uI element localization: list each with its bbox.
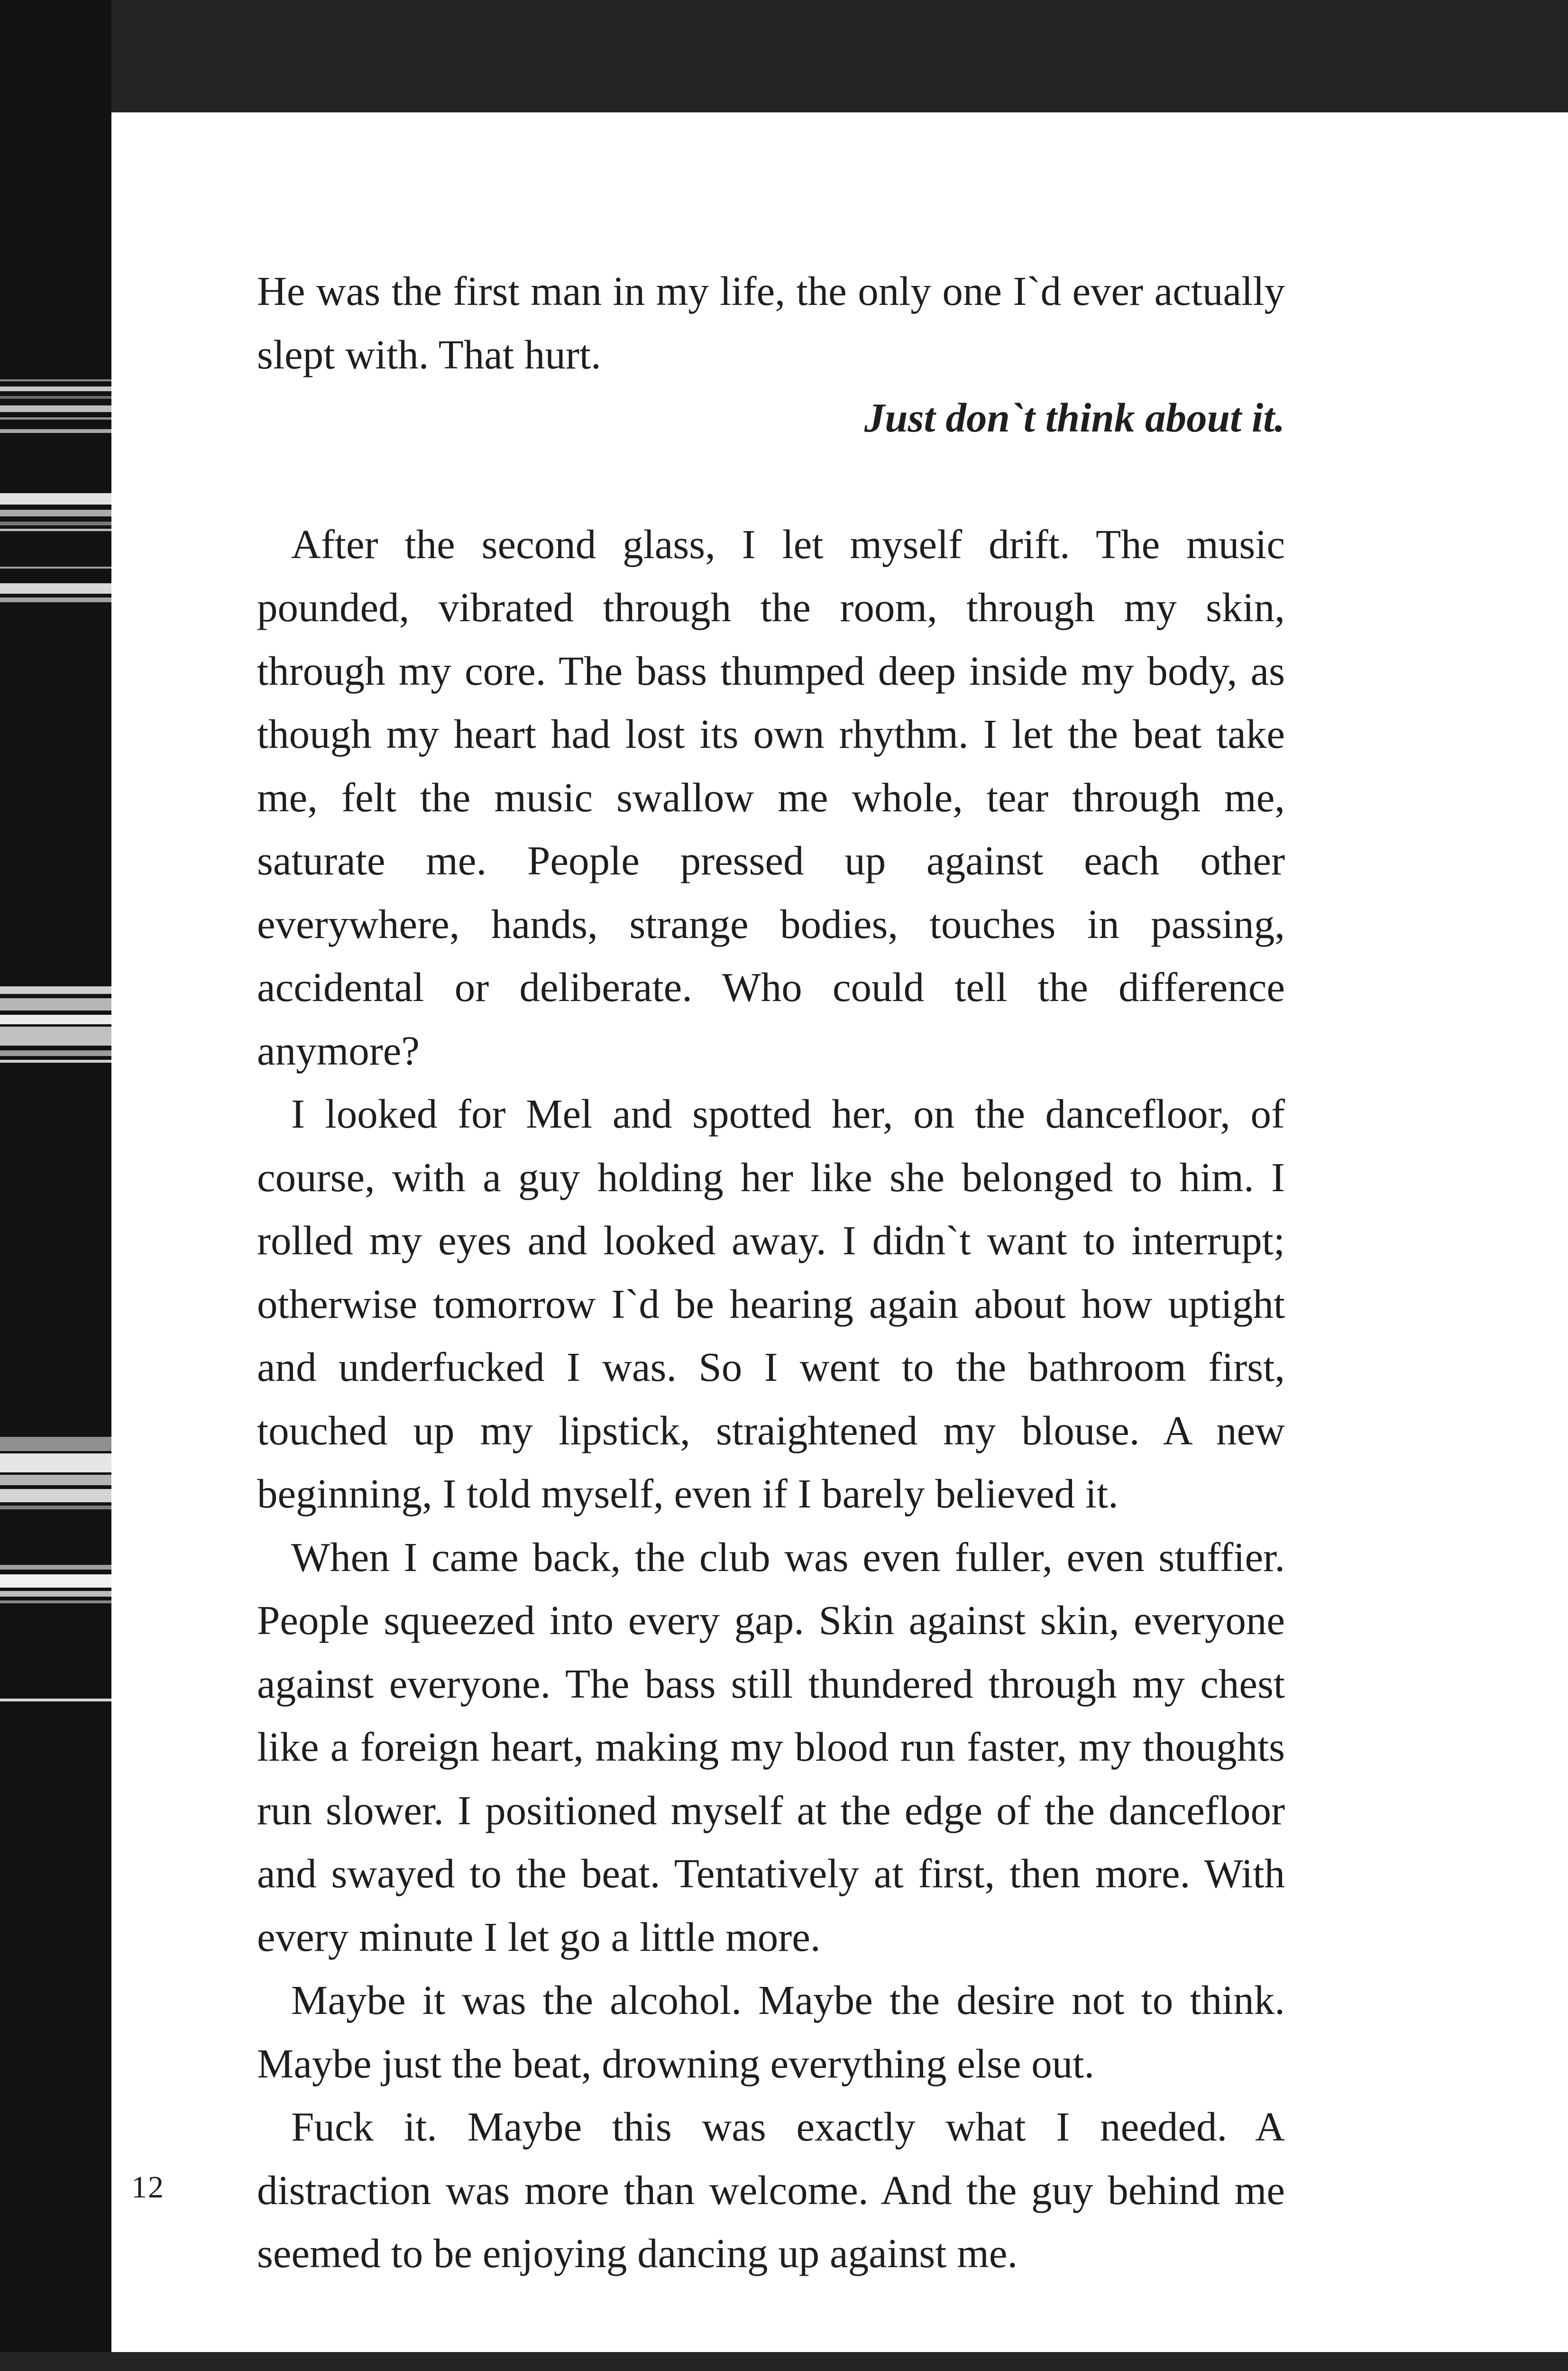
strip-line: [0, 1600, 111, 1603]
strip-line: [0, 583, 111, 594]
paragraph: After the second glass, I let myself drift. The music pounded, vibrated through the room, through my skin, through my core. The bass thumped deep inside my body, as though my heart had lost its own rhythm. I let the beat take me, felt the music swallow me whole, tear through me, saturate me. People pressed up against each other everywhere, hands, strange bodies, touches in passing, accidental or deliberate. Who could tell the difference anymore?: [257, 521, 1285, 1074]
strip-line: [0, 417, 111, 420]
strip-line: [0, 1699, 111, 1701]
strip-line: [0, 1437, 111, 1451]
body-text: [257, 259, 1285, 2285]
strip-line: [0, 1475, 111, 1485]
book-page: [111, 112, 1568, 2352]
strip-line: [0, 986, 111, 994]
strip-line: [0, 522, 111, 525]
strip-line: [0, 567, 111, 569]
strip-line: [0, 493, 111, 505]
strip-line: [0, 1489, 111, 1502]
strip-line: [0, 386, 111, 391]
page-number: 12: [131, 2170, 165, 2205]
paragraph: I looked for Mel and spotted her, on the dancefloor, of course, with a guy holding her like she belonged to him. I rolled my eyes and looked away. I didn`t want to interrupt; otherwise tomorrow I`d be hearing again about how uptight and underfucked I was. So I went to the bathroom first, touched up my lipstick, straightened my blouse. A new beginning, I told myself, even if I barely believed it.: [257, 1091, 1285, 1516]
strip-line: [0, 379, 111, 381]
strip-line: [0, 597, 111, 602]
strip-line: [0, 998, 111, 1011]
emphasis-line: Just don`t think about it.: [864, 395, 1285, 441]
top-frame-bar: [0, 0, 1568, 112]
paragraph: Maybe it was the alcohol. Maybe the desire not to think. Maybe just the beat, drowning everything else out.: [257, 1977, 1285, 2086]
strip-line: [0, 1060, 111, 1063]
opening-lines: He was the first man in my life, the only one I`d ever actually slept with. That hurt.: [257, 268, 1285, 377]
paragraph: When I came back, the club was even fuller, even stuffier. People squeezed into every gap. Skin against skin, everyone against everyone. The bass still thundered through my chest like a foreign heart, making my blood run faster, my thoughts run slower. I positioned myself at the edge of the dancefloor and swayed to the beat. Tentatively at first, then more. With every minute I let go a little more.: [257, 1534, 1285, 1960]
strip-line: [0, 1574, 111, 1588]
strip-line: [0, 529, 111, 531]
strip-line: [0, 1027, 111, 1046]
strip-line: [0, 1565, 111, 1570]
strip-line: [0, 1050, 111, 1056]
strip-line: [0, 405, 111, 412]
bottom-frame-bar: [0, 2352, 1568, 2371]
left-frame-strip: [0, 0, 111, 2371]
strip-line: [0, 510, 111, 516]
strip-line: [0, 1591, 111, 1597]
strip-line: [0, 1453, 111, 1472]
strip-line: [0, 396, 111, 399]
strip-line: [0, 1015, 111, 1024]
strip-line: [0, 429, 111, 433]
paragraph: Fuck it. Maybe this was exactly what I needed. A distraction was more than welcome. And the guy behind me seemed to be enjoying dancing up against me.: [257, 2104, 1285, 2276]
strip-line: [0, 1506, 111, 1509]
